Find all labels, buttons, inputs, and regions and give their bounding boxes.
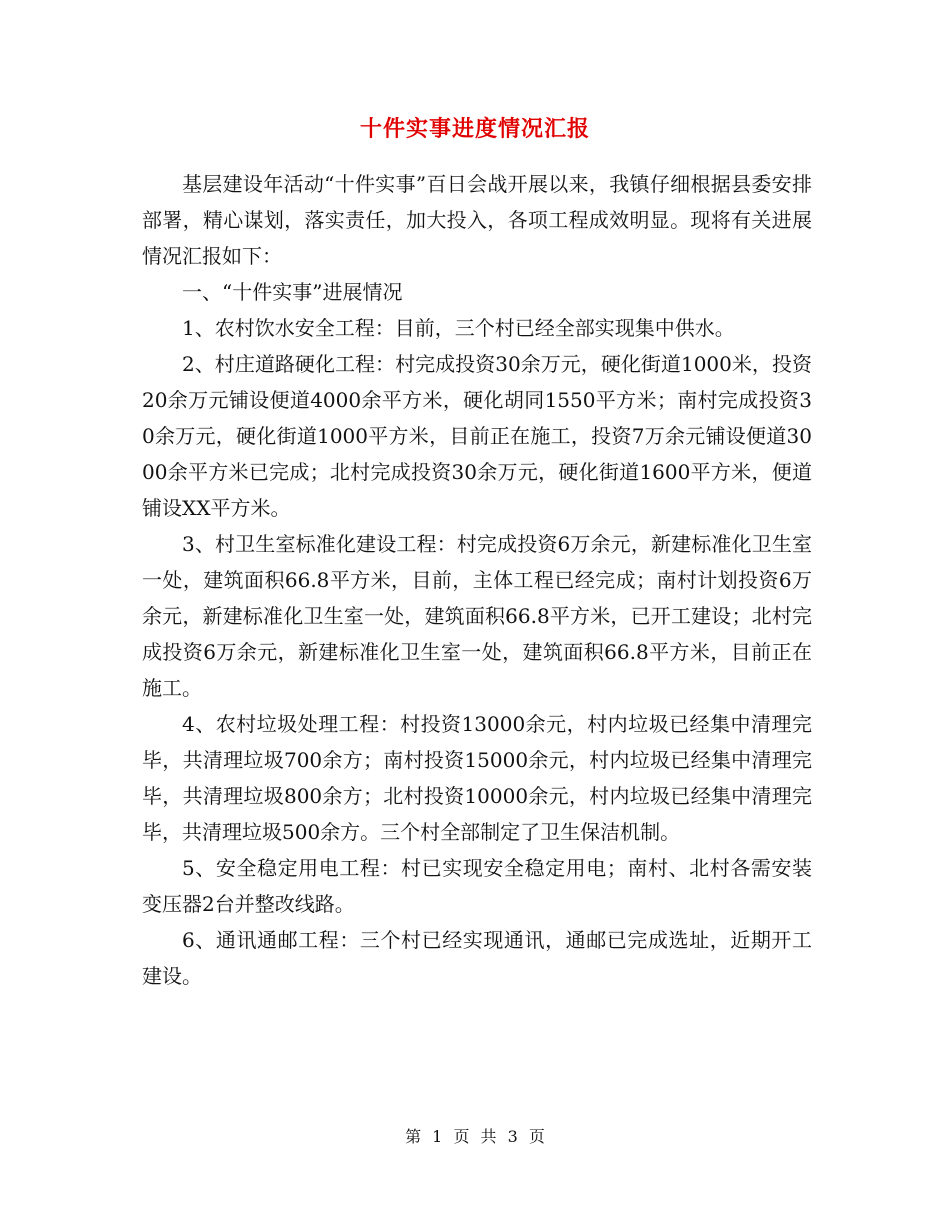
document-body — [142, 166, 812, 994]
paragraph-item-3: 3、村卫生室标准化建设工程：村完成投资6万余元，新建标准化卫生室一处，建筑面积66.8平方米，目前，主体工程已经完成；南村计划投资6万余元，新建标准化卫生室一处，建筑面积66.8平方米，已开工建设；北村完成投资6万余元，新建标准化卫生室一处，建筑面积66.8平方米，目前正在施工。 — [142, 532, 812, 700]
paragraph-item-4: 4、农村垃圾处理工程：村投资13000余元，村内垃圾已经集中清理完毕，共清理垃圾700余方；南村投资15000余元，村内垃圾已经集中清理完毕，共清理垃圾800余方；北村投资10000余元，村内垃圾已经集中清理完毕，共清理垃圾500余方。三个村全部制定了卫生保洁机制。 — [142, 712, 812, 844]
paragraph-item-5: 5、安全稳定用电工程：村已实现安全稳定用电；南村、北村各需安装变压器2台并整改线路。 — [142, 856, 812, 916]
paragraph-intro: 基层建设年活动“十件实事”百日会战开展以来，我镇仔细根据县委安排部署，精心谋划，落实责任，加大投入，各项工程成效明显。现将有关进展情况汇报如下： — [142, 172, 812, 268]
document-title: 十件实事进度情况汇报 — [359, 116, 590, 142]
section-heading: 一、“十件实事”进展情况 — [182, 280, 403, 304]
paragraph-item-1: 1、农村饮水安全工程：目前，三个村已经全部实现集中供水。 — [182, 316, 735, 340]
page-number-footer: 第 1 页 共 3 页 — [405, 1127, 545, 1146]
paragraph-item-2: 2、村庄道路硬化工程：村完成投资30余万元，硬化街道1000米，投资20余万元铺设便道4000余平方米，硬化胡同1550平方米；南村完成投资30余万元，硬化街道1000平方米，目前正在施工，投资7万余元铺设便道3000余平方米已完成；北村完成投资30余万元，硬化街道1600平方米，便道铺设XX平方米。 — [142, 352, 812, 520]
paragraph-item-6: 6、通讯通邮工程：三个村已经实现通讯，通邮已完成选址，近期开工建设。 — [142, 928, 812, 988]
